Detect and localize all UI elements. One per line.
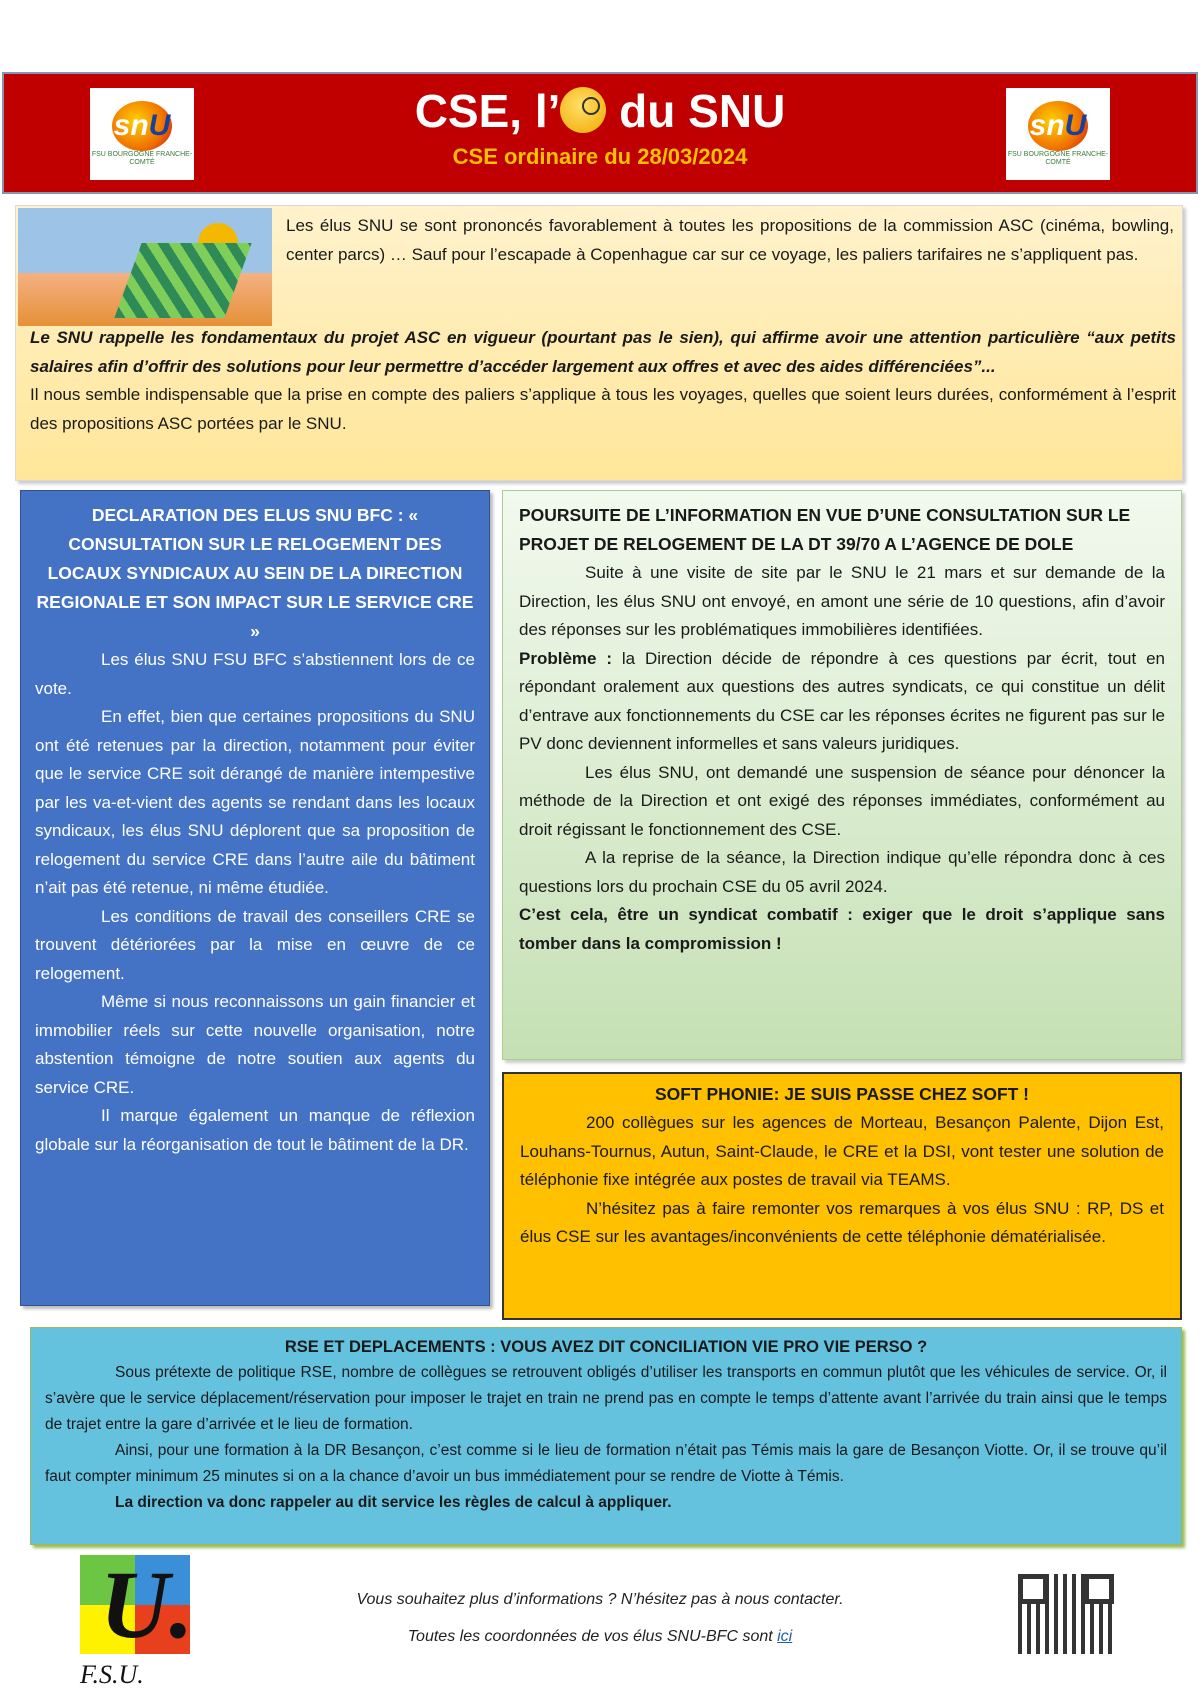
- fsu-logo: U.: [80, 1555, 190, 1665]
- paragraph: En effet, bien que certaines propositions du SNU ont été retenues par la direction, notamment pour éviter que le service CRE soit dérangé de manière intempestive par les va-et-vient des agents se rendant dans les locaux syndicaux, les élus SNU déplorent que sa proposition de relogement du service CRE dans l’autre aile du bâtiment n’ait pas été retenue, ni même étudiée.: [35, 707, 475, 897]
- relogement-title: POURSUITE DE L’INFORMATION EN VUE D’UNE CONSULTATION SUR LE PROJET DE RELOGEMENT DE LA DT 39/70 A L’AGENCE DE DOLE: [519, 505, 1131, 554]
- footer-links: Toutes les coordonnées de vos élus SNU-BFC sont ici: [407, 1628, 793, 1645]
- relogement-section: [502, 490, 1182, 1060]
- page-title: CSE, l’ du SNU: [414, 85, 786, 137]
- contacts-link[interactable]: ici: [777, 1628, 793, 1645]
- snu-logo-left: snU FSU BOURGOGNE FRANCHE-COMTÉ: [90, 88, 194, 180]
- paragraph: Sous prétexte de politique RSE, nombre de collègues se retrouvent obligés d’utiliser les transports en commun plutôt que les véhicules de service. Or, il s’avère que le service déplacement/réservation pour imposer le trajet en train ne prend pas en compte le temps d’attente avant l’arrivée du train ainsi que le temps de trajet entre la gare d’arrivée et le lieu de formation.: [45, 1364, 1167, 1433]
- subtitle: CSE ordinaire du 28/03/2024: [452, 144, 748, 169]
- paragraph: Les élus SNU FSU BFC s’abstiennent lors de ce vote.: [35, 650, 475, 698]
- declaration-title: DECLARATION DES ELUS SNU BFC : « CONSULTATION SUR LE RELOGEMENT DES LOCAUX SYNDICAUX AU SEIN DE LA DIRECTION REGIONALE ET SON IMPACT SUR LE SERVICE CRE »: [36, 505, 474, 641]
- paragraph: Les élus SNU, ont demandé une suspension de séance pour dénoncer la méthode de la Direction et ont exigé des réponses immédiates, conformément au droit régissant le fonctionnement des CSE.: [519, 762, 1165, 839]
- paragraph: Même si nous reconnaissons un gain financier et immobilier réels sur cette nouvelle organisation, notre abstention témoigne de notre soutien aux agents du service CRE.: [35, 992, 475, 1097]
- paragraph: A la reprise de la séance, la Direction indique qu’elle répondra donc à ces questions lors du prochain CSE du 05 avril 2024.: [519, 848, 1165, 896]
- qr-code[interactable]: [1018, 1574, 1114, 1654]
- beach-illustration: [18, 208, 272, 326]
- paragraph: Ainsi, pour une formation à la DR Besançon, c’est comme si le lieu de formation n’était pas Témis mais la gare de Besançon Viotte. Or, il se trouve qu’il faut compter minimum 25 minutes si on a la chance d’avoir un bus immédiatement pour se rendre de Viotte à Témis.: [45, 1442, 1167, 1485]
- rse-section: [30, 1327, 1182, 1545]
- rse-title: RSE ET DEPLACEMENTS : VOUS AVEZ DIT CONCILIATION VIE PRO VIE PERSO ?: [284, 1338, 928, 1356]
- footer-contact: Vous souhaitez plus d’informations ? N’hésitez pas à nous contacter.: [356, 1591, 844, 1608]
- asc-body: Le SNU rappelle les fondamentaux du projet ASC en vigueur (pourtant pas le sien), qui affirme avoir une attention particulière “aux petits salaires afin d’offrir des solutions pour leur permettre d’accéder largement aux offres et avec des aides différenciées”... Il nous semble indispensable que la prise en compte des paliers s’applique à tous les voyages, quelles que soient leurs durées, conformément à l’esprit des propositions ASC portées par le SNU.: [30, 328, 1176, 433]
- monocle-emoji-icon: [560, 87, 606, 133]
- header-banner: [2, 72, 1198, 194]
- paragraph: Les conditions de travail des conseillers CRE se trouvent détériorées par la mise en œuvre de ce relogement.: [35, 906, 475, 983]
- paragraph: Il marque également un manque de réflexion globale sur la réorganisation de tout le bâtiment de la DR.: [35, 1106, 475, 1154]
- paragraph: La direction va donc rappeler au dit service les règles de calcul à appliquer.: [115, 1494, 672, 1511]
- paragraph: N’hésitez pas à faire remonter vos remarques à vos élus SNU : RP, DS et élus CSE sur les avantages/inconvénients de cette téléphonie dématérialisée.: [520, 1198, 1164, 1246]
- softphonie-section: [502, 1072, 1182, 1320]
- paragraph: Problème : la Direction décide de répondre à ces questions par écrit, tout en répondant oralement aux questions des autres syndicats, ce qui constitue un délit d’entrave aux fonctionnements du CSE car les réponses écrites ne figurent pas sur le PV donc deviennent informelles et sans valeurs juridiques.: [519, 648, 1165, 753]
- paragraph: C’est cela, être un syndicat combatif : exiger que le droit s’applique sans tomber dans la compromission !: [519, 905, 1165, 953]
- softphonie-title: SOFT PHONIE: JE SUIS PASSE CHEZ SOFT !: [654, 1084, 1030, 1104]
- snu-logo-right: snU FSU BOURGOGNE FRANCHE-COMTÉ: [1006, 88, 1110, 180]
- declaration-section: [20, 490, 490, 1306]
- asc-intro: Les élus SNU se sont prononcés favorablement à toutes les propositions de la commission ASC (cinéma, bowling, center parcs) … Sauf pour l’escapade à Copenhague car sur ce voyage, les paliers tarifaires ne s’appliquent pas.: [286, 216, 1174, 264]
- asc-section: [15, 205, 1183, 481]
- paragraph: 200 collègues sur les agences de Morteau, Besançon Palente, Dijon Est, Louhans-Tournus, Autun, Saint-Claude, le CRE et la DSI, vont tester une solution de téléphonie fixe intégrée aux postes de travail via TEAMS.: [520, 1113, 1164, 1189]
- paragraph: Suite à une visite de site par le SNU le 21 mars et sur demande de la Direction, les élus SNU ont envoyé, en amont une série de 10 questions, afin d’avoir des réponses sur les problématiques immobilières identifiées.: [519, 563, 1165, 639]
- fsu-label: F.S.U.: [80, 1660, 144, 1689]
